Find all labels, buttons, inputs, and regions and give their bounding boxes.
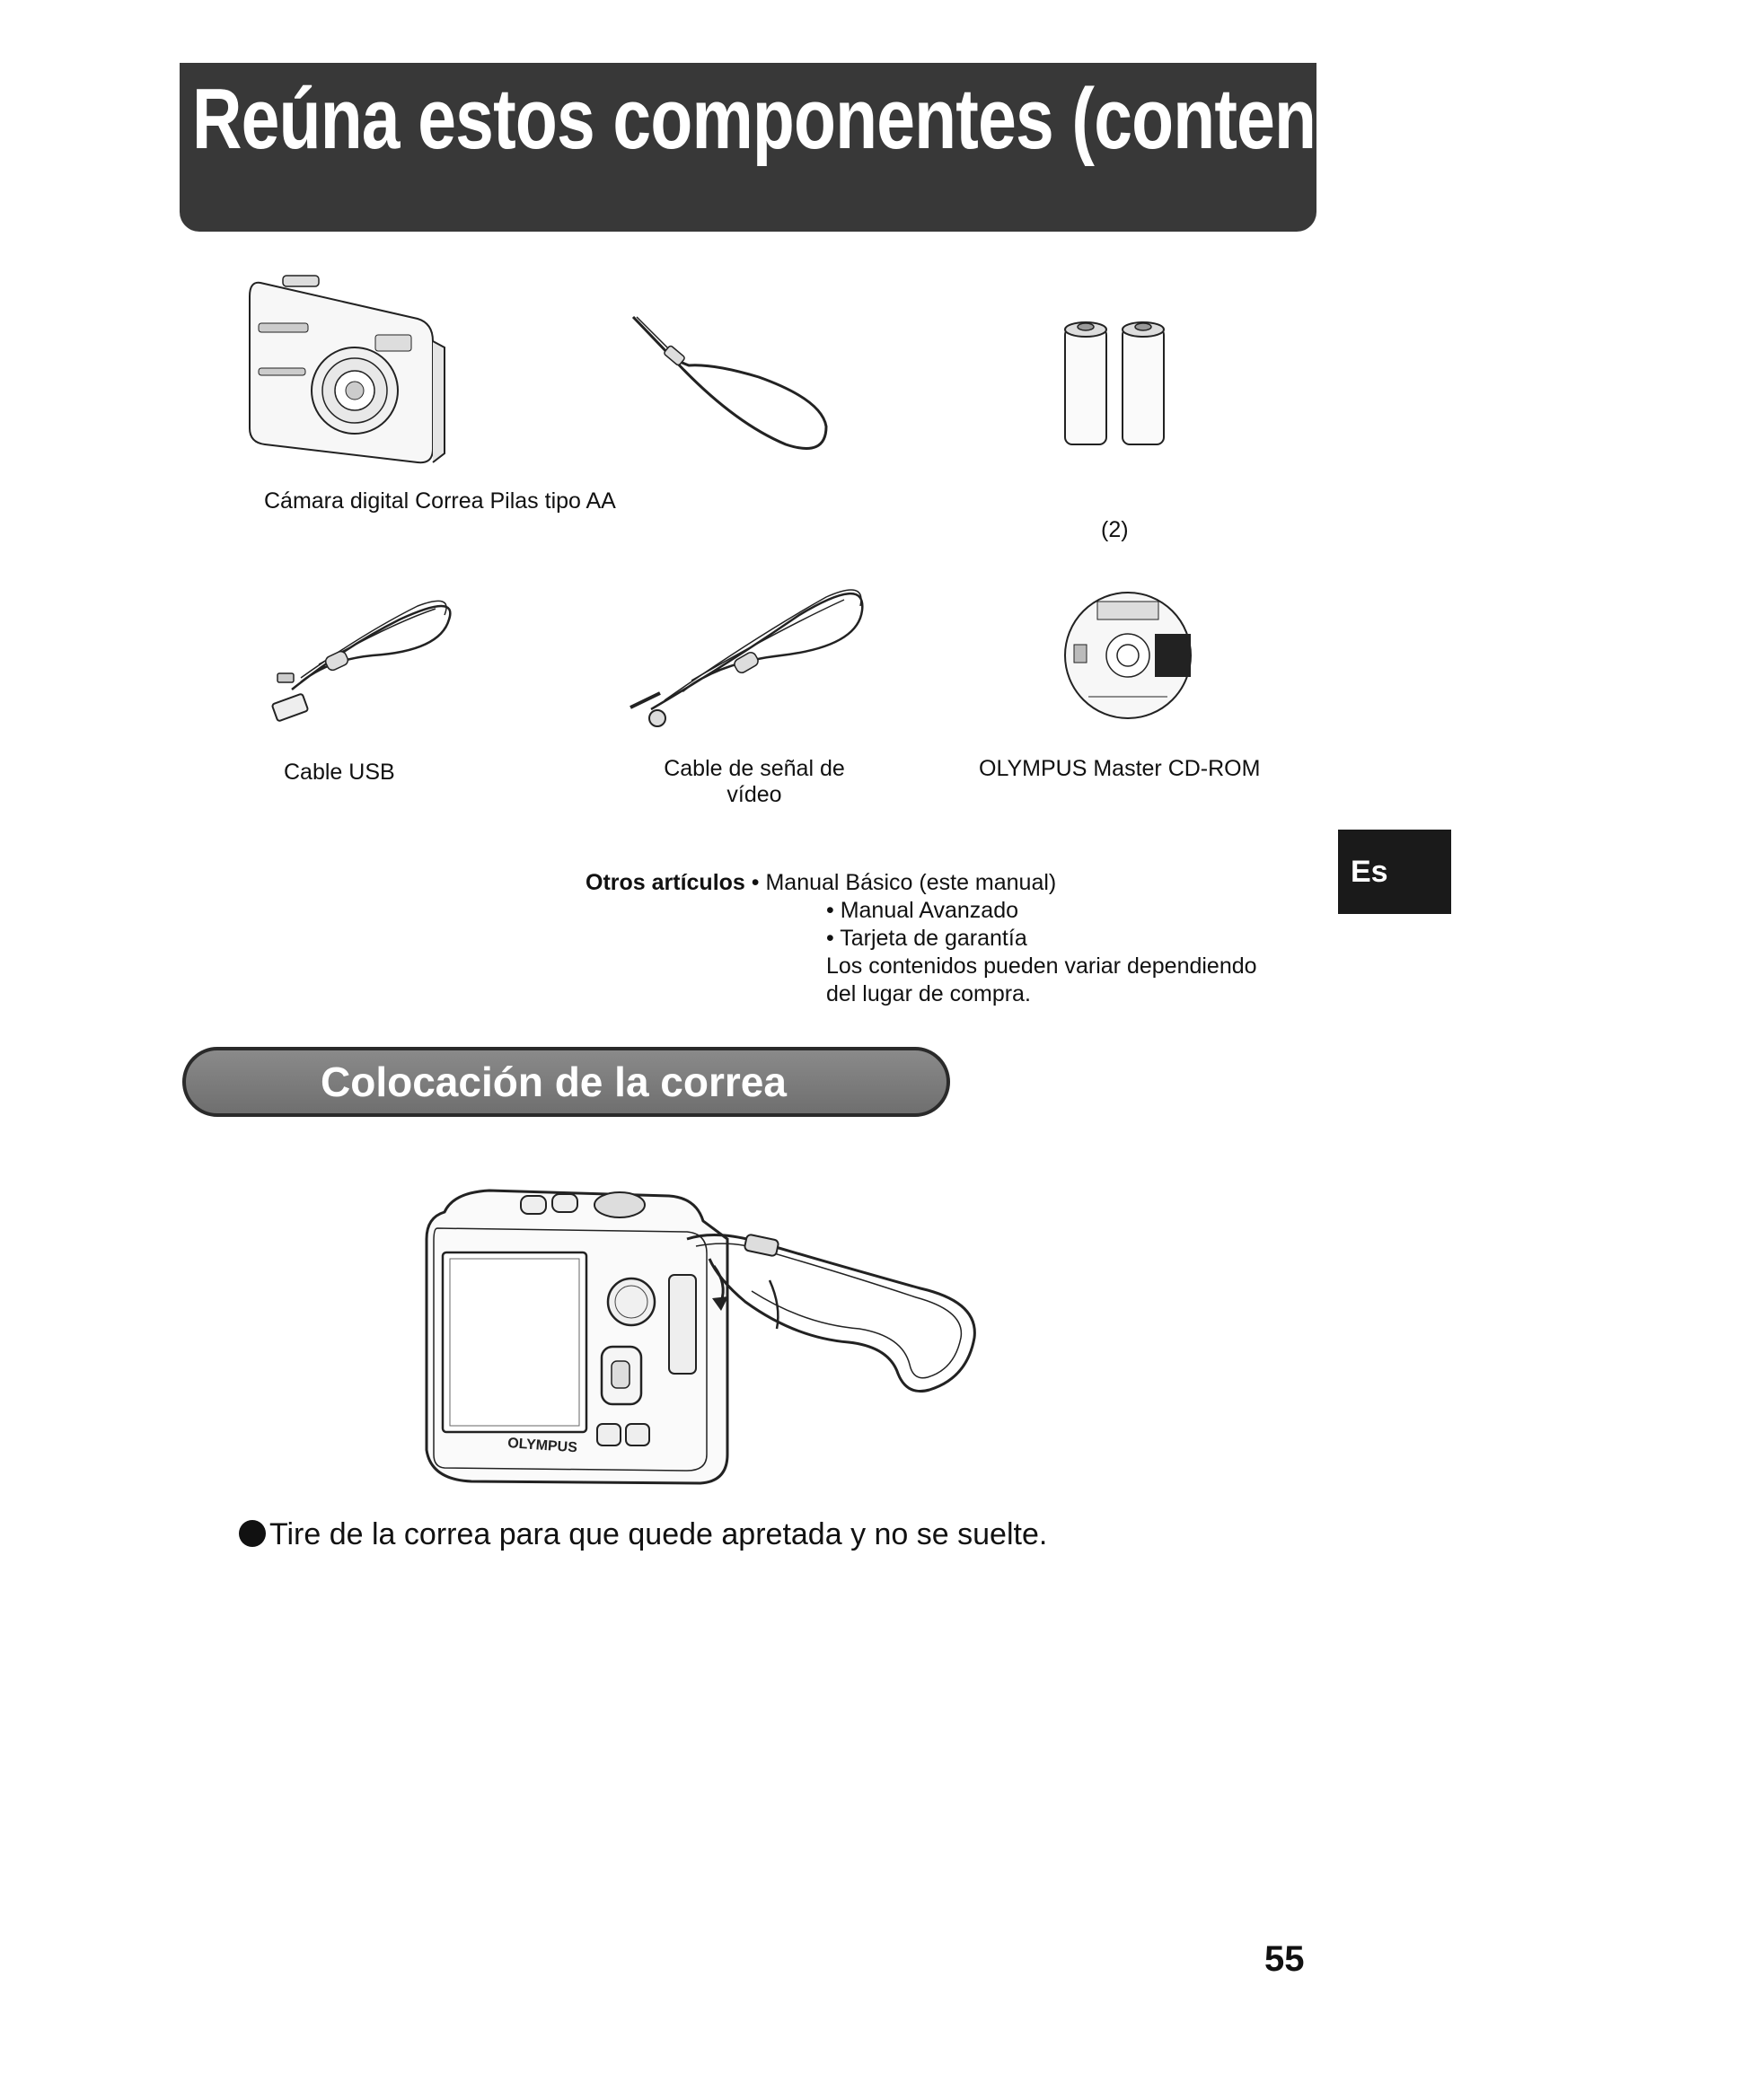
- section-header: [182, 1047, 950, 1117]
- camera-brand-label: OLYMPUS: [506, 1436, 578, 1456]
- instruction-text: Tire de la correa para que quede apretada y no se suelte.: [269, 1517, 1048, 1551]
- other-items-note-line1: Los contenidos pueden variar dependiendo: [826, 953, 1257, 979]
- usb-caption: Cable USB: [284, 760, 395, 785]
- title-banner: [180, 63, 1761, 232]
- batteries-count: (2): [1101, 517, 1129, 542]
- bullet-icon: [239, 1520, 266, 1547]
- video-cable-illustration: [629, 575, 876, 736]
- camera-front-illustration: [242, 274, 449, 467]
- page-title: Reúna estos componentes (contenido de la caja): [192, 71, 1761, 167]
- strap-illustration: [624, 310, 835, 453]
- usb-cable-illustration: [265, 584, 462, 727]
- cd-rom-illustration: [1061, 589, 1194, 722]
- other-items-note-line2: del lugar de compra.: [826, 981, 1031, 1006]
- video-caption-line2: vídeo: [726, 782, 782, 807]
- cd-caption: OLYMPUS Master CD-ROM: [979, 756, 1261, 781]
- other-item-entry: • Manual Avanzado: [826, 898, 1019, 923]
- other-item-entry: • Manual Básico (este manual): [751, 870, 1057, 895]
- other-items: [586, 869, 1257, 1008]
- other-items-first-row: [586, 869, 1257, 897]
- section-title: Colocación de la correa: [321, 1059, 787, 1105]
- camera-back-strap-illustration: [418, 1185, 983, 1495]
- other-item-entry: • Tarjeta de garantía: [826, 926, 1027, 951]
- instruction-bullet: [239, 1517, 1047, 1552]
- video-caption: [629, 756, 880, 808]
- camera-caption: Cámara digital Correa Pilas tipo AA: [264, 488, 616, 514]
- other-items-label: Otros artículos: [586, 870, 745, 895]
- batteries-illustration: [1060, 319, 1172, 453]
- language-tab: Es: [1338, 830, 1451, 914]
- video-caption-line1: Cable de señal de: [664, 756, 845, 781]
- page-number: 55: [1264, 1939, 1305, 1979]
